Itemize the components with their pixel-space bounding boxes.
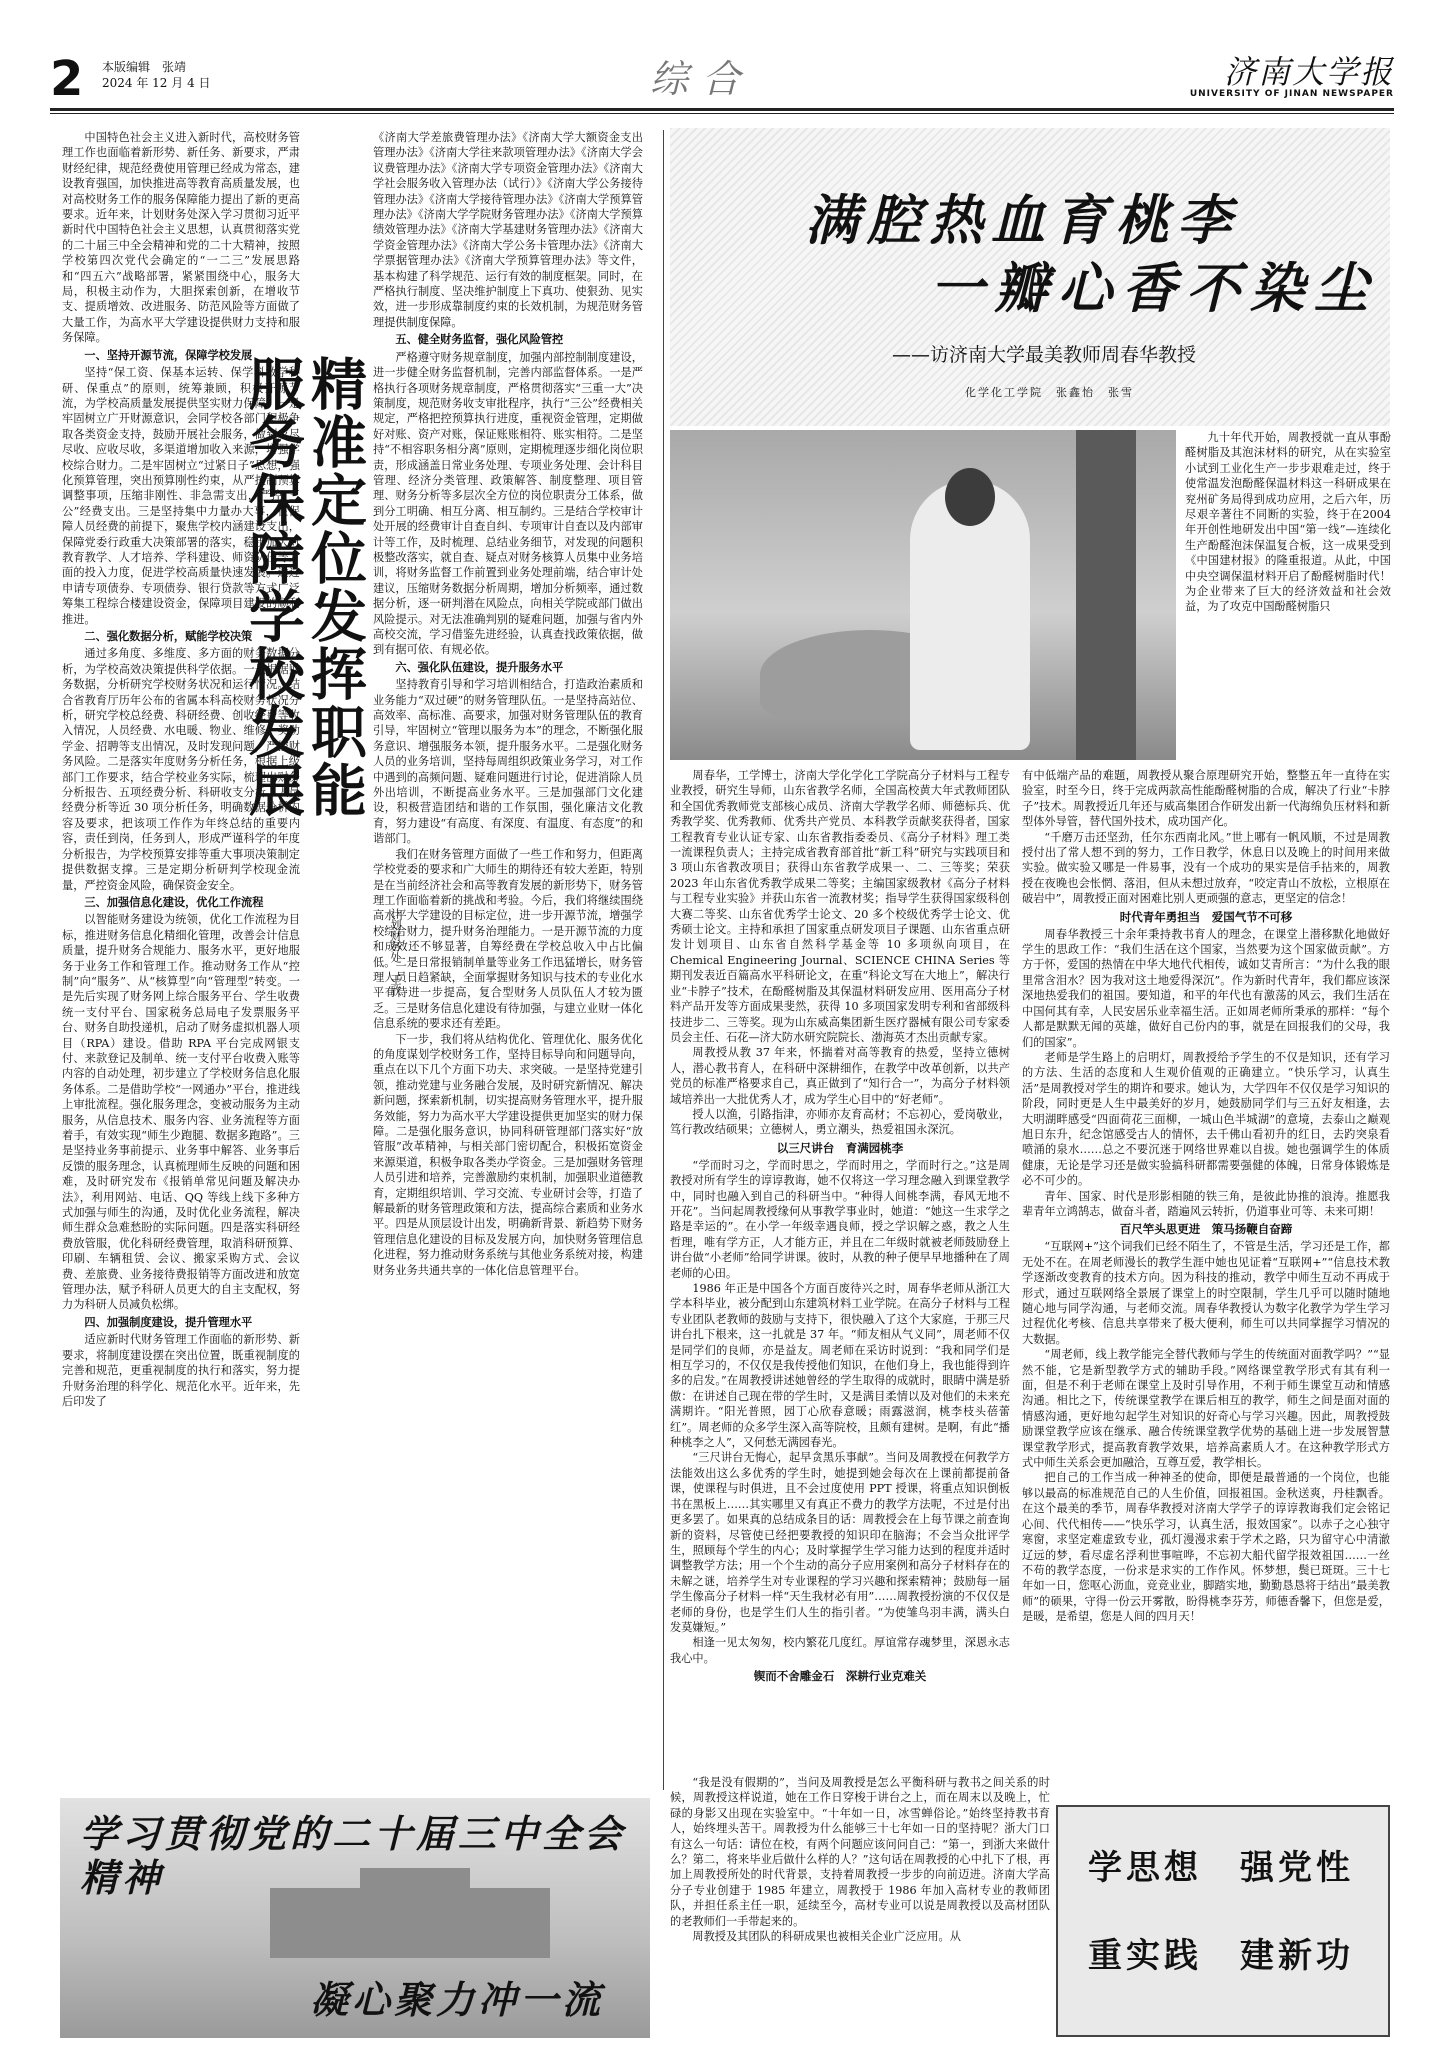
- feature-sidebar-paragraph: 九十年代开始，周教授就一直从事酚醛树脂及其泡沫材料的研究，从在实验室小试到工业化生产一步步艰难走过，终于使常温发泡酚醛保温材料这一科研成果在兖州矿务局得到成功应用，之后六年，历尽艰辛著往不同断的实验，终于在2004年开创性地研发出中国“第一线”—连续化生产酚醛泡沫保温复合板，这一成果受到《中国建材报》的隆重报道。从此，中国中央空调保温材料开启了酚醛树脂时代！为企业带来了巨大的经济效益和社会效益，为了攻克中国酚醛树脂只: [1185, 431, 1391, 614]
- section-heading: 六、强化队伍建设，提升服务水平: [395, 660, 564, 674]
- slogan-box: [1056, 1805, 1390, 2037]
- paragraph: “千磨万击还坚劲，任尔东西南北风。”世上哪有一帆风顺，不过是周教授付出了常人想不到的努力，工作日教学，休息日以及晚上的时间用来做实验。做实验又哪是一件易事，没有一个成功的果实是信手拈来的，周教授在夜晚也会怅惘、落泪，但从未想过放弃，“咬定青山不放松，立根原在破岩中”，周教授正面对困难比别人更顽强的意志，更坚定的信念！: [1022, 830, 1390, 906]
- masthead-en: UNIVERSITY OF JINAN NEWSPAPER: [1189, 89, 1394, 99]
- paragraph: 把自己的工作当成一种神圣的使命，即便是最普通的一个岗位，也能够以最高的标准规范自己的人生价值，回报祖国。金秋送爽，丹桂飘香。在这个最美的季节，周春华教授对济南大学学子的谆谆教诲我们定会铭记心间、代代相传——“快乐学习，认真生活，报效国家”。以赤子之心独守寒窗，求坚定难虚致专业，孤灯漫漫求索于学术之路，只为留守心中清澈辽远的梦，看尽虚名浮利世事喧哗，不忘初大船代留学报效祖国……一丝不苟的教学态度，一份求是求实的工作作风。怀梦想，鬓已斑斑。三十七年如一日，您呕心沥血，竞竞业业，脚踏实地，勤勤恳恳将于结出“最美教师”的硕果，守得一份云开雾散，盼得桃李芬芳，师德香馨下，但您是爱，是暖，是希望，您是人间的四月天！: [1022, 1471, 1390, 1624]
- paragraph: 下一步，我们将从结构优化、管理优化、服务优化的角度谋划学校财务工作，坚持目标导向和问题导向，重点在以下几个方面下功夫、求突破。一是坚持党建引领，推动党建与业务融合发展，及时研究新情况、解决新问题，探索新机制，切实提高财务管理水平，提升服务效能，努力为高水平大学建设提供更加坚实的财力保障。二是强化服务意识，协同科研管理部门落实好“放管服”改革精神，与相关部门密切配合，积极拓宽资金来源渠道，积极争取各类办学资金。三是加强财务管理人员引进和培养，完善激励约束机制，加强职业道德教育，定期组织培训、学习交流、专业研讨会等，打造了解最新的财务管理政策和方法，提高综合素质和业务水平。四是从顶层设计出发，明确新背景、新趋势下财务管理信息化建设的目标及发展方向，加快财务管理信息化进程，努力推动财务系统与其他业务系统对接，构建财务业务共通共享的一体化信息管理平台。: [373, 1032, 643, 1277]
- feature-column-2: [1022, 768, 1390, 1770]
- campaign-line2: 凝心聚力冲一流: [310, 1977, 605, 2022]
- masthead-cn: 济南大学报: [1223, 53, 1394, 91]
- feature-title-line2: 一瓣心香不染尘: [930, 256, 1378, 320]
- page-number: 2: [50, 51, 84, 107]
- left-title-line2: 服务保障学校发展: [240, 355, 306, 819]
- section-heading: 二、强化数据分析，赋能学校决策: [84, 630, 253, 643]
- section-heading: 三、加强信息化建设，优化工作流程: [84, 895, 264, 909]
- paragraph: “学而时习之，学而时思之，学而时用之，学而时行之。”这是周教授对所有学生的谆谆教诲，她不仅将这一学习理念融入到课堂教学中，同时也融入到自己的科研当中。“种得人间桃李满，春风无地不开花”。当问起周教授缘何从事教学事业时，她道：“她这一生求学之路是幸运的”。在小学一年级幸遇良师，授之学识解之惑，教之人生哲理，唯有学方正，人才能方正，并且在二年级时就被老师鼓励登上讲台做“小老师”给同学讲课。彼时，从教的种子便早早地播种在了周老师的心田。: [670, 1158, 1010, 1280]
- paragraph: 青年、国家、时代是形影相随的铁三角，是彼此协推的浪涛。推愿我辈青年立鸿鹄志，做奋斗者，踏遍风云转折，仍道事业可等、未来可期！: [1022, 1189, 1390, 1218]
- paragraph: 周春华，工学博士，济南大学化学化工学院高分子材料与工程专业教授，研究生导师，山东省教学名师，全国高校黄大年式教师团队和全国优秀教师党支部核心成员、济南大学教学名师、师德标兵、优秀教学奖、优秀教师、优秀共产党员、本科教学贡献奖获得者，国家工程教育专业认证专家、山东省教指委委员、《高分子材料》理工类一流课程负责人；主持完成省教育部首批“新工科”研究与实践项目和 3 项山东省教改项目；获得山东省教学成果一、二、三等奖；荣获 2023 年山东省优秀教学成果二等奖；主编国家级教材《高分子材料与工程专业实验》并获山东省一流教材奖；指导学生获得国家级科创大赛二等奖、山东省优秀学士论文、20 多个校级优秀学士论文、优秀硕士论文。主持和承担了国家重点研发项目子课题、山东省重点研发计划项目、山东省自然科学基金等 10 多项纵向项目，在 Chemical Engineering Journal、SCIENCE CHINA Series 等期刊发表近百篇高水平科研论文，在重“科论文写在大地上”，解决行业“卡脖子”技术，在酚醛树脂及其保温材料研发应用、医用高分子材料产品开发等方面成果斐然，获得 10 多项国家发明专利和省部级科技进步二、三等奖。现为山东威高集团新生医疗器械有限公司专家委员会主任、石花—济大防水研究院院长、渤海英才杰出贡献专家。: [670, 769, 1010, 1044]
- section-title: 综合: [650, 57, 755, 101]
- paragraph: 坚持“保工资、保基本运转、保学科教学科研、保重点”的原则，统筹兼顾，积极开源节流，为学校高质量发展提供坚实财力保障。一是牢固树立广开财源意识，会同学校各部门积极争取各类资金支持，鼓励开展社会服务，做到应尽尽收、应收尽收，多渠道增加收入来源，增强学校综合财力。二是牢固树立“过紧日子”思想，强化预算管理，突出预算刚性约束，从严控制预算调整事项，压缩非刚性、非急需支出，严控“三公”经费支出。三是坚持集中力量办大事，在保障人员经费的前提下，聚焦学校内涵建设支出，保障党委行政重大决策部署的落实，稳步加大对教育教学、人才培养、学科建设、师资队伍等方面的投入力度，促进学校高质量快速发展。通过申请专项债券、专项债券、银行贷款等方式广泛筹集工程综合楼建设资金，保障项目建设的顺利推进。: [62, 366, 300, 626]
- section-heading: 以三尺讲台 育满园桃李: [776, 1140, 904, 1155]
- paragraph: “周老师，线上教学能完全替代教师与学生的传统面对面教学吗？”“显然不能，它是新型教学方式的辅助手段。”网络课堂教学形式有其有利一面，但是不利于老师在课堂上及时引导作用，不利于师生课堂互动和情感沟通。相比之下，传统课堂教学在课后相互的教学，师生之间是面对面的情感沟通，更好地勾起学生对知识的好奇心与学习兴趣。因此，周教授鼓励课堂教学应该在继承、融合传统课堂教学优势的基础上进一步发展智慧课堂教学形式，提高教育教学效果，培养高素质人才。在这种教学形式方式中师生关系会更加融洽，互尊互爱，教学相长。: [1022, 1348, 1390, 1470]
- paragraph: 坚持教育引导和学习培训相结合，打造政治素质和业务能力“双过硬”的财务管理队伍。一是坚持高站位、高效率、高标准、高要求，加强对财务管理队伍的教育引导，牢固树立“管理以服务为本”的理念，不断强化服务意识、增强服务本领，提升服务水平。二是强化财务人员的业务培训，坚持每周组织政策业务学习，对工作中遇到的高频问题、疑难问题进行讨论，促进消除人员外出培训，不断提高业务水平。三是加强部门文化建设，积极营造团结和谐的工作氛围，强化廉洁文化教育，努力建设“有高度、有深度、有温度、有态度”的和谐部门。: [373, 678, 643, 846]
- paragraph: 老师是学生路上的启明灯，周教授给予学生的不仅是知识，还有学习的方法、生活的态度和人生观价值观的正确建立。“快乐学习，认真生活”是周教授对学生的期许和要求。她认为，大学四年不仅仅是学习知识的阶段，同时更是人生中最美好的岁月，她鼓励同学们与三五好友相逢，去大明湖畔感受“四面荷花三面柳，一城山色半城湖”的意境，去泰山之巅观旭日东升，纪念馆感受古人的情怀，去千佛山看初升的红日，去趵突泉看喷涌的泉水……总之不要沉迷于网络世界难以自拔。她也强调学生的体质健康，无论是学习还是做实验搞科研都需要强健的体魄，日常身体锻炼是必不可少的。: [1022, 1050, 1390, 1188]
- slogan-row-2: 重实践 建新功: [1088, 1936, 1354, 1976]
- paragraph: “三尺讲台无悔心，起早贪黑乐事献”。当问及周教授在何教学方法能效出这么多优秀的学生时，她提到她会每次在上课前都提前备课，使课程与时俱进，且不会过度使用 PPT 授课，将重点知识倒板书在黑板上……其实哪里又有真正不费力的教学方法呢，不过是付出更多罢了。如果真的总结成条目的话：周教授会在上每节课之前查询新的资料，尽管使已经把要教授的知识印在脑海；不会当众批评学生，照顾每个学生的内心；及时掌握学生学习能力达到的程度并适时调整教学方法；用一个个生动的高分子应用案例和高分子材料存在的未解之谜，培养学生对专业课程的学习兴趣和探索精神；鼓励每一届学生像高分子材料一样“天生我材必有用”……周教授扮演的不仅仅是老师的身份，也是学生们人生的指引者。“为使雏鸟羽丰满，满头白发莫嫌短。”: [670, 1451, 1010, 1634]
- feature-headline-banner: [670, 128, 1390, 426]
- feature-column-1: [670, 768, 1010, 1770]
- paragraph: 通过多角度、多维度、多方面的财务数据分析，为学校高效决策提供科学依据。一是根据财务数据，分析研究学校财务状况和运行情况。结合省教育厅历年公布的省属本科高校财务状况分析，研究学校总经费、科研经费、创收经费等收入情况，人员经费、水电暖、物业、维修、奖助学金、招聘等支出情况，及时发现问题，严控财务风险。二是落实年度财务分析任务，根据上级部门工作要求，结合学校业务实际，梳理出财务分析报告、五项经费分析、科研收支分析、人员经费分析等近 30 项分析任务，明确数据分析内容及要求，把该项工作作为年终总结的重要内容，责任到岗，任务到人，形成严谨科学的年度分析报告，为学校预算安排等重大事项决策制定提供数据支撑。三是定期分析研判学校现金流量，严控资金风险，确保资金安全。: [62, 647, 300, 892]
- section-heading: 五、健全财务监督，强化风险管控: [395, 333, 564, 347]
- left-title-line1: 精准定位发挥职能: [302, 355, 368, 819]
- feature-column-3: [670, 1775, 1050, 2037]
- masthead-logo: [1190, 55, 1394, 99]
- paragraph: 相逢一见太匆匆，校内繁花几度红。厚谊常存魂梦里，深恩永志我心中。: [670, 1636, 1010, 1665]
- left-article-byline: 计划财务处 王欣: [389, 908, 402, 996]
- paragraph: 我们在财务管理方面做了一些工作和努力，但距离学校党委的要求和广大师生的期待还有较大差距，特别是在当前经济社会和高等教育发展的新形势下，财务管理工作面临着新的挑战和考验。今后，我们将继续围绕高水平大学建设的目标定位，进一步开源节流，增强学校综合财力，提升财务治理能力。一是开源节流的力度和成效还不够显著，自筹经费在学校总收入中占比偏低。二是日常报销制单量等业务工作迅猛增长，财务管理人员日趋紧缺，全面掌握财务知识与技术的专业化水平有待进一步提高，复合型财务人员队伍人才较为匮乏。三是财务信息化建设有待加强，与建立业财一体化信息系统的要求还有差距。: [373, 847, 643, 1031]
- paragraph: “我是没有假期的”，当问及周教授是怎么平衡科研与教书之间关系的时候，周教授这样说道，她在工作日穿梭于讲台之上，而在周末以及晚上，忙碌的身影又出现在实验室中。“十年如一日，冰雪蝉俗论。”始终坚持教书育人，始终埋头苦干。周教授为什么能够三十七年如一日的坚持呢？浙大门口有这么一句话：请位在校，有两个问题应该问问自己：“第一，到浙大来做什么？第二，将来毕业后做什么样的人？”这句话在周教授的心中扎下了根，再加上周教授所处的时代背景，支持着周教授一步步的向前迈进。济南大学高分子专业创建于 1985 年建立，周教授于 1986 年加入高材专业的教师团队，并担任系主任一职，延续至今，高材专业可以说是周教授以及高材团队的老教师们一手带起来的。: [670, 1776, 1050, 1928]
- left-article-title: [240, 355, 368, 819]
- feature-byline: 化学化工学院 张鑫怡 张雪: [965, 386, 1134, 399]
- left-article-column-2: [373, 130, 643, 1790]
- section-heading: 一、坚持开源节流，保障学校发展: [84, 348, 253, 362]
- study-campaign-banner: [60, 1798, 650, 2038]
- page-header: [50, 51, 1394, 107]
- paragraph: 适应新时代财务管理工作面临的新形势、新要求，将制度建设摆在突出位置，既重视制度的完善和规范，更重视制度的执行和落实，努力提升财务治理的科学化、规范化水平。近年来，先后印发了: [62, 1333, 300, 1408]
- paragraph: “互联网+”这个词我们已经不陌生了，不管是生活，学习还是工作，都无处不在。在周老师漫长的教学生涯中她也见证着“互联网+”“信息技术教学逐渐改变教育的技术方向。因为科技的推动，教学中师生互动不再成于形式，通过互联网络全景展了课堂上的时空限制，学生几乎可以随时随地随心地与同学沟通，与老师交流。周春华教授认为数字化教学为学生学习过程优化考核、信息共享带来了极大便利，师生可以共同掌握学习情况的大数据。: [1022, 1240, 1390, 1346]
- section-heading: 百尺竿头思更进 策马扬鞭自奋蹄: [1119, 1222, 1293, 1237]
- paragraph: 周春华教授三十余年秉持教书育人的理念，在课堂上潜移默化地做好学生的思政工作：“我们生活在这个国家，当然要为这个国家做贡献”。方方于怀，爱国的热情在中华大地代代相传，诚如艾青所言：“为什么我的眼里常含泪水？因为我对这土地爱得深沉”。作为新时代青年，我们都应该深深地热爱我们的祖国。要知道，和平的年代也有激荡的风云，我们生活在中国何其有幸，人民安居乐业幸福生活。正如周老师所秉承的那样：“每个人都是默默无闻的英雄，做好自己份内的事，就是在回报我们的父母，我们的国家”。: [1022, 927, 1390, 1049]
- header-rule: [50, 108, 1394, 111]
- issue-meta: [102, 59, 211, 91]
- paragraph: 以智能财务建设为统领，优化工作流程为目标，推进财务信息化精细化管理，改善会计信息质量，提升财务合规能力、服务水平，更好地服务于业务工作和管理工作。推动财务工作从“控制”向“服务”、从“核算型”向“管理型”转变。一是先后实现了财务网上综合服务平台、学生收费统一支付平台、国家税务总局电子发票服务平台、财务自助投递机，启动了财务虚拟机器人项目（RPA）建设。借助 RPA 平台完成网银支付、来款登记及制单、统一支付平台收费入账等内容的自动处理，初步建立了学校财务信息化服务体系。二是借助学校“一网通办”平台，推进线上审批流程。强化服务理念，变被动服务为主动服务，从信息技术、服务内容、业务流程等方面着手，有效实现“师生少跑腿、数据多跑路”。三是坚持业务事前提示、业务事中解答、业务事后反馈的服务理念，认真梳理师生反映的问题和困难，及时研究发布《报销单常见问题及解决办法》，利用网站、电话、QQ 等线上线下多种方式加强与师生的沟通，及时优化业务流程，解决师生群众急难愁盼的实际问题。四是落实科研经费放管服，优化科研经费管理，取消科研预算、印刷、车辆租赁、会议、搬家采购方式、会议费、差旅费、业务接待费报销等方面改进和放宽管理办法，赋予科研人员更大的自主支配权，努力为科研人员减负松绑。: [62, 913, 300, 1312]
- paragraph: 中国特色社会主义进入新时代，高校财务管理工作也面临着新形势、新任务、新要求，严肃财经纪律，规范经费使用管理已经成为常态，建设教育强国，加快推进高等教育高质量发展，也对高校财务工作的服务保障能力提出了新的更高要求。近年来，计划财务处深入学习贯彻习近平新时代中国特色社会主义思想，认真贯彻落实党的二十届三中全会精神和党的二十大精神，按照学校第四次党代会确定的“一二三”发展思路和“四五六”战略部署，紧紧围绕中心，服务大局，积极主动作为，大胆探索创新，在增收节支、提质增效、改进服务、防范风险等方面做了大量工作，为高水平大学建设提供财力支持和服务保障。: [62, 131, 300, 345]
- photo-tree: [1076, 430, 1136, 760]
- header-rule-thin: [50, 113, 1394, 114]
- section-heading: 锲而不舍雕金石 深耕行业克难关: [753, 1669, 927, 1684]
- feature-column-sidebar: [1185, 430, 1391, 765]
- paragraph: 严格遵守财务规章制度，加强内部控制制度建设，进一步健全财务监督机制，完善内部监督体系。一是严格执行各项财务规章制度，严格贯彻落实“三重一大”决策制度，规范财务收支审批程序，执行“三公”经费相关规定，严格把控预算执行进度，重视资金管理，定期做好对账、资产对账，保证账账相符、账实相符。二是坚持“不相容职务相分离”原则，定期梳理逐步细化岗位职责，形成涵盖日常业务处理、专项业务处理、会计科目管理、经济分类管理、政策解答、制度整理、项目管理、财务分析等多层次全方位的岗位职责分工体系，做到分工明确、相互分离、相互制约。三是结合学校审计处开展的经费审计自查自纠、专项审计自查以及内部审计等工作，及时梳理、总结业务细节，对发现的问题积极整改落实，就自查、疑点对财务核算人员集中业务培训，将财务监督工作前置到业务处理前端，结合审计处建议，压缩财务数据分析周期，增加分析频率，通过数据分析，逐一研判潜在风险点，向相关学院或部门做出风险提示。对无法准确判别的疑难问题，加强与省内外高校交流，学习借鉴先进经验，认真查找政策依据，做到有据可依、有规必依。: [373, 350, 643, 657]
- building-graphic: [270, 1888, 550, 1958]
- paragraph: 《济南大学差旅费管理办法》《济南大学大额资金支出管理办法》《济南大学往来款项管理办法》《济南大学会议费管理办法》《济南大学专项资金管理办法》《济南大学社会服务收入管理办法（试行）》《济南大学公务接待管理办法》《济南大学接待管理办法》《济南大学预算管理办法》《济南大学学院财务管理办法》《济南大学预算绩效管理办法》《济南大学基建财务管理办法》《济南大学资金管理办法》《济南大学公务卡管理办法》《济南大学票据管理办法》《济南大学预算管理办法》等文件，基本构建了科学规范、运行有效的制度框架。同时，在严格执行制度、坚决维护制度上下真功、使狠劲、见实效，进一步形成靠制度约束的长效机制，为规范财务管理提供制度保障。: [373, 131, 643, 329]
- paragraph: 有中低端产品的难题，周教授从聚合原理研究开始，整整五年一直待在实验室，时至今日，终于完成两款高性能酚醛树脂的合成，解决了行业“卡脖子”技术。周教授近几年还与威高集团合作研发出新一代海绵负压材料和新型体外导管，替代国外技术，成功国产化。: [1022, 769, 1390, 829]
- column-divider: [663, 130, 664, 1790]
- paragraph: 周教授从教 37 年来，怀揣着对高等教育的热爱，坚持立德树人，潜心教书育人，在科研中深耕细作，在教学中改革创新，以共产党员的标准严格要求自己，真正做到了“知行合一”，为高分子材料领域培养出一大批优秀人才，成为学生心目中的“好老师”。: [670, 1046, 1010, 1106]
- paragraph: 授人以渔，引路指津，亦师亦友育高材；不忘初心，爱岗敬业，笃行教改结硕果；立德树人，勇立潮头，热爱祖国永深沉。: [670, 1107, 1010, 1137]
- paragraph: 1986 年正是中国各个方面百废待兴之时，周春华老师从浙江大学本科毕业，被分配到山东建筑材料工业学院。在高分子材料与工程专业团队老教师的鼓励与支持下，很快融入了这个大家庭，于那三尺讲台扎下根来，这一扎就是 37 年。“师友相从气义同”，周老师不仅是同学们的良师，亦是益友。周老师在采访时说到：“我和同学们是相互学习的，不仅仅是我传授他们知识，在他们身上，我也能得到许多的启发。”在周教授讲述她曾经的学生取得的成就时，眼睛中满是骄傲：在讲述自己现在带的学生时，又是满目柔情以及对他们的未来充满期许。“阳光普照，园丁心欣春意暖；雨露滋润，桃李枝头蓓蕾红”。周老师的众多学生深入高等院校，且颇有建树。是啊，有此“播种桃李之人”，又何愁无满园春光。: [670, 1282, 1010, 1450]
- section-heading: 四、加强制度建设，提升管理水平: [84, 1315, 253, 1329]
- photo-person-head: [945, 468, 995, 526]
- editor-credit: 本版编辑 张靖: [102, 60, 187, 74]
- feature-subtitle: ——访济南大学最美教师周春华教授: [892, 344, 1197, 366]
- portrait-photo: [670, 430, 1176, 760]
- slogan-row-1: 学思想 强党性: [1088, 1848, 1354, 1888]
- feature-title-line1: 满腔热血育桃李: [805, 188, 1239, 252]
- section-heading: 时代青年勇担当 爱国气节不可移: [1119, 909, 1293, 924]
- issue-date: 2024 年 12 月 4 日: [102, 76, 211, 90]
- campaign-line1: 学习贯彻党的二十届三中全会精神: [80, 1811, 627, 1900]
- paragraph: 周教授及其团队的科研成果也被相关企业广泛应用。从: [692, 1930, 961, 1944]
